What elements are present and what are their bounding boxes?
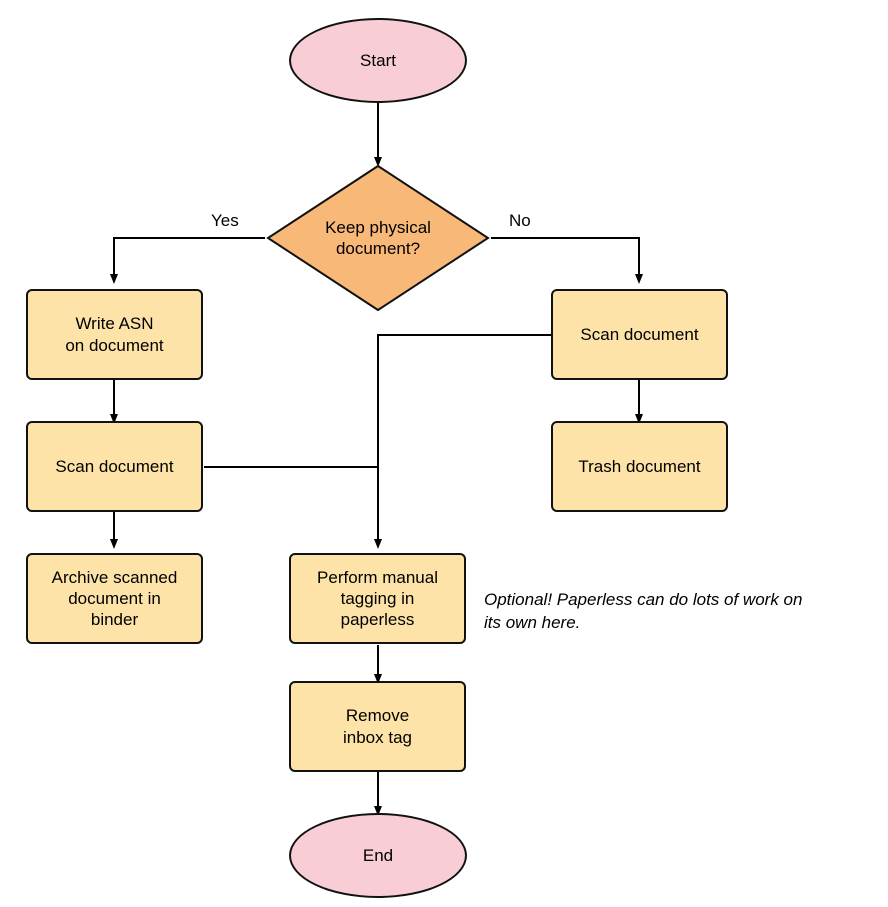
node-tagging-label-line2: tagging in (340, 588, 415, 608)
node-tagging-label-line3: paperless (340, 610, 415, 630)
node-perform-manual-tagging[interactable] (289, 553, 466, 644)
node-write-asn-label-line2: on document (65, 335, 164, 355)
note-optional-line1: Optional! Paperless can do lots of work on (484, 590, 803, 609)
node-remove-inbox-tag[interactable] (289, 681, 466, 772)
node-end[interactable] (289, 813, 467, 898)
edge-decision-no (491, 238, 639, 280)
node-archive-label-line3: binder (90, 610, 139, 630)
node-keep-physical-document[interactable] (265, 163, 491, 313)
edge-label-yes: Yes (211, 211, 239, 230)
node-tagging-label-line1: Perform manual (317, 567, 438, 587)
node-tagging-label (317, 567, 438, 631)
node-scan-document-right-label: Scan document (580, 324, 699, 344)
node-remove-inbox-label (343, 705, 412, 748)
node-trash-document-label: Trash document (578, 456, 701, 476)
node-remove-inbox-label-line1: Remove (345, 706, 410, 726)
edge-decision-yes (114, 238, 265, 280)
node-archive-label-line1: Archive scanned (51, 567, 178, 587)
node-end-label: End (362, 845, 394, 865)
node-start[interactable] (289, 18, 467, 103)
node-start-label: Start (360, 50, 396, 70)
node-scan-document-left-label: Scan document (55, 456, 174, 476)
node-write-asn-label-line1: Write ASN (75, 314, 154, 334)
node-archive-label (52, 567, 178, 631)
node-scan-document-left[interactable] (26, 421, 203, 512)
node-write-asn-label (65, 313, 163, 356)
node-archive-scanned-document[interactable] (26, 553, 203, 644)
edge-label-no: No (509, 211, 531, 230)
node-archive-label-line2: document in (68, 588, 161, 608)
node-decision-label-line1: Keep physical (325, 217, 431, 237)
node-remove-inbox-label-line2: inbox tag (343, 727, 412, 747)
node-decision-label-line2: document? (335, 239, 421, 258)
node-scan-document-right[interactable] (551, 289, 728, 380)
note-optional (484, 589, 884, 635)
edge-scanright-to-tagging (378, 335, 552, 545)
node-decision-label (325, 217, 431, 260)
node-write-asn[interactable] (26, 289, 203, 380)
note-optional-line2: its own here. (484, 612, 581, 632)
node-trash-document[interactable] (551, 421, 728, 512)
